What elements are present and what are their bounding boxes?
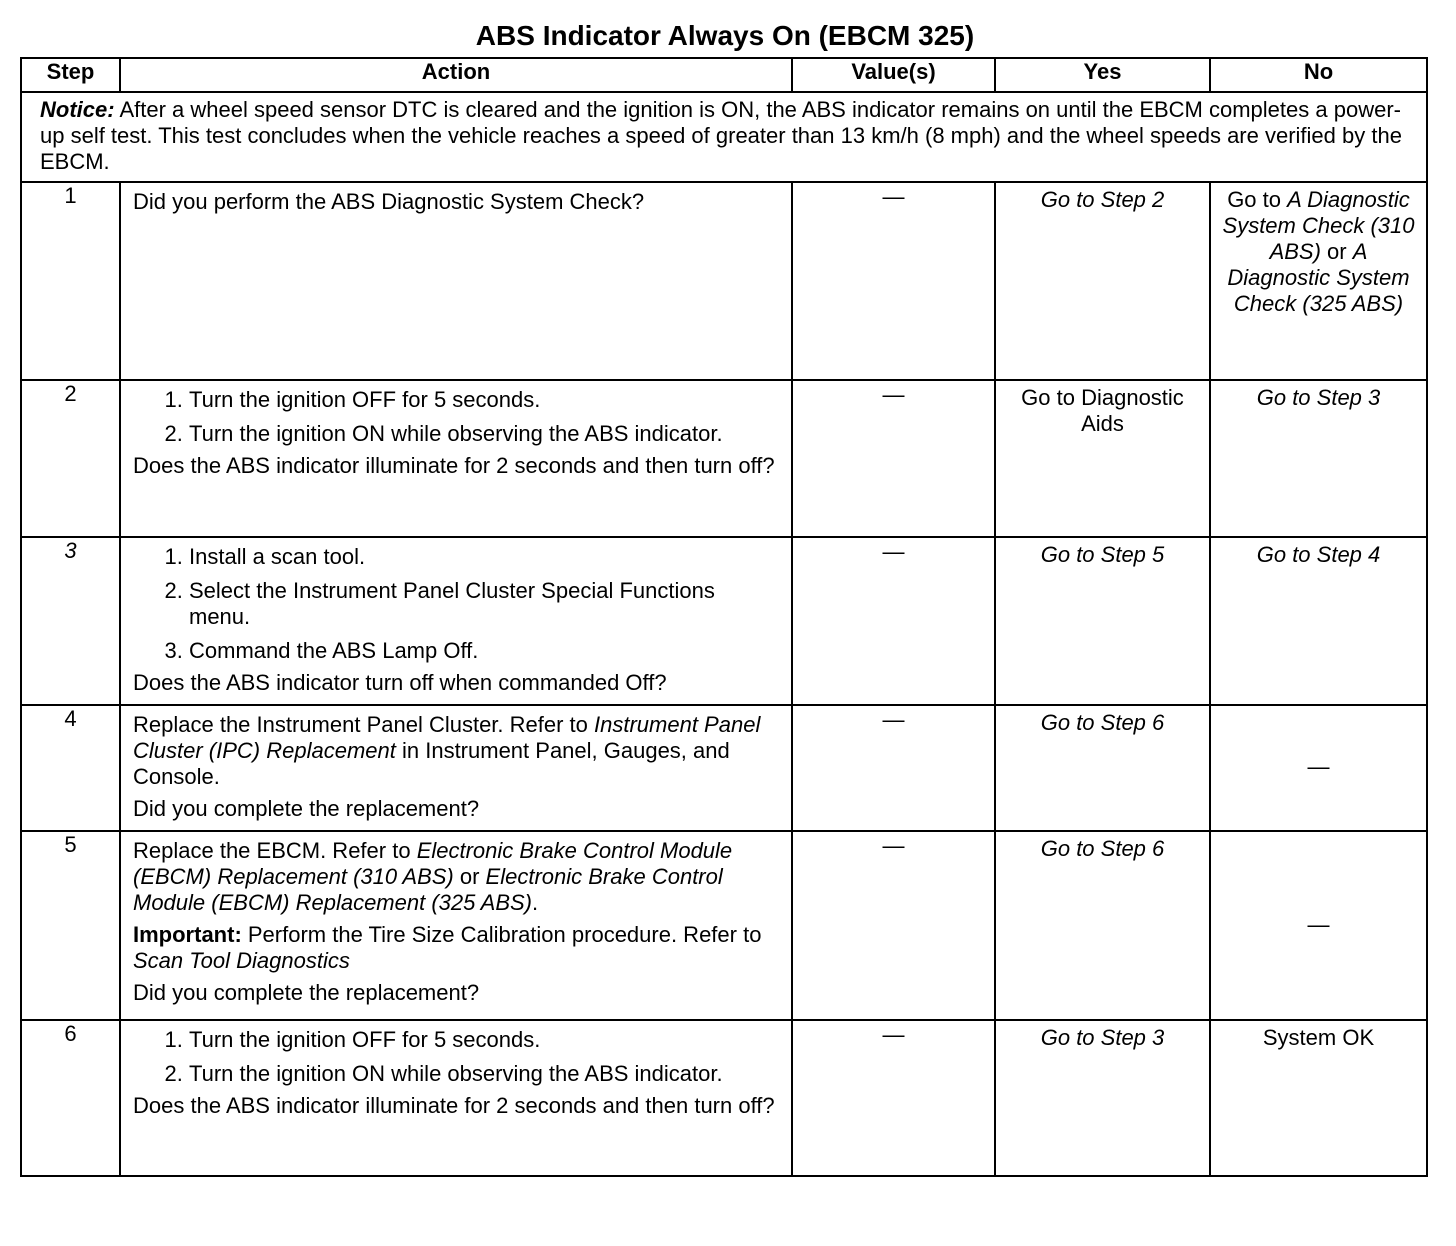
action-cell bbox=[120, 705, 792, 831]
notice-label: Notice: bbox=[40, 97, 115, 122]
no-link[interactable]: Go to Step 4 bbox=[1256, 542, 1381, 567]
yes-cell[interactable] bbox=[995, 1020, 1210, 1176]
step-number: 4 bbox=[21, 705, 120, 831]
no-cell[interactable] bbox=[1210, 380, 1427, 537]
value-cell: — bbox=[792, 831, 995, 1020]
no-link-325[interactable]: A Diagnostic System Check (325 ABS) bbox=[1227, 239, 1410, 316]
value-cell: — bbox=[792, 1020, 995, 1176]
action-list bbox=[133, 387, 781, 447]
yes-cell[interactable] bbox=[995, 831, 1210, 1020]
value-cell: — bbox=[792, 705, 995, 831]
step-number: 2 bbox=[21, 380, 120, 537]
page-title: ABS Indicator Always On (EBCM 325) bbox=[475, 20, 975, 51]
action-cell bbox=[120, 537, 792, 705]
action-question: Did you complete the replacement? bbox=[133, 980, 480, 1005]
notice-cell bbox=[21, 92, 1427, 182]
list-item: 1. Turn the ignition OFF for 5 seconds. bbox=[189, 387, 781, 413]
action-text-post: in Instrument Panel, Gauges, and Console. bbox=[133, 738, 730, 789]
no-cell[interactable] bbox=[1210, 537, 1427, 705]
table-row bbox=[21, 380, 1427, 537]
no-cell: — bbox=[1210, 831, 1427, 1020]
list-item: 1. Turn the ignition OFF for 5 seconds. bbox=[189, 1027, 781, 1053]
yes-link[interactable]: Go to Diagnostic Aids bbox=[1021, 385, 1184, 436]
step-number-text: 3 bbox=[64, 538, 77, 563]
step-number: 6 bbox=[21, 1020, 120, 1176]
action-list bbox=[133, 1027, 781, 1087]
header-action: Action bbox=[120, 58, 792, 92]
no-result: System OK bbox=[1262, 1025, 1375, 1050]
action-cell bbox=[120, 182, 792, 380]
action-text bbox=[133, 838, 781, 916]
action-cell bbox=[120, 831, 792, 1020]
table-row bbox=[21, 705, 1427, 831]
action-reference-325[interactable]: Electronic Brake Control Module (EBCM) Replacement (325 ABS) bbox=[133, 864, 723, 915]
no-mid: or bbox=[1320, 239, 1353, 264]
notice-text: After a wheel speed sensor DTC is cleared and the ignition is ON, the ABS indicator remains on until the EBCM completes a power-up self test. This test concludes when the vehicle reaches a speed of greater than 13 km/h (8 mph) and the wheel speeds are verified by the EBCM. bbox=[40, 97, 1402, 174]
yes-link[interactable]: Go to Step 6 bbox=[1040, 710, 1165, 735]
yes-cell[interactable] bbox=[995, 182, 1210, 380]
no-link[interactable]: Go to Step 3 bbox=[1256, 385, 1381, 410]
header-yes: Yes bbox=[995, 58, 1210, 92]
yes-cell[interactable] bbox=[995, 537, 1210, 705]
no-cell bbox=[1210, 1020, 1427, 1176]
list-item: 1. Install a scan tool. bbox=[189, 544, 781, 570]
diagnostic-table bbox=[20, 57, 1428, 1177]
table-row bbox=[21, 831, 1427, 1020]
important-note bbox=[133, 922, 781, 974]
list-item: 2. Turn the ignition ON while observing the ABS indicator. bbox=[189, 1061, 781, 1087]
yes-link[interactable]: Go to Step 2 bbox=[1040, 187, 1165, 212]
no-prefix: Go to bbox=[1227, 187, 1288, 212]
value-cell: — bbox=[792, 182, 995, 380]
notice-row bbox=[21, 92, 1427, 182]
action-question: Did you perform the ABS Diagnostic System Check? bbox=[133, 189, 645, 214]
header-row bbox=[21, 58, 1427, 92]
value-cell: — bbox=[792, 537, 995, 705]
yes-link[interactable]: Go to Step 6 bbox=[1040, 836, 1165, 861]
list-item: 2. Select the Instrument Panel Cluster Special Functions menu. bbox=[189, 578, 781, 630]
step-number bbox=[21, 537, 120, 705]
action-reference-310[interactable]: Electronic Brake Control Module (EBCM) Replacement (310 ABS) bbox=[133, 838, 733, 889]
no-link-310[interactable]: A Diagnostic System Check (310 ABS) bbox=[1222, 187, 1415, 264]
action-text-mid: or bbox=[453, 864, 486, 889]
no-cell: — bbox=[1210, 705, 1427, 831]
value-cell: — bbox=[792, 380, 995, 537]
yes-link[interactable]: Go to Step 5 bbox=[1040, 542, 1165, 567]
yes-link[interactable]: Go to Step 3 bbox=[1040, 1025, 1165, 1050]
action-text-post: . bbox=[532, 890, 539, 915]
action-text-pre: Replace the EBCM. Refer to bbox=[133, 838, 417, 863]
list-item: 2. Turn the ignition ON while observing the ABS indicator. bbox=[189, 421, 781, 447]
action-question: Does the ABS indicator illuminate for 2 seconds and then turn off? bbox=[133, 453, 775, 478]
step-number: 1 bbox=[21, 182, 120, 380]
action-cell bbox=[120, 380, 792, 537]
header-step: Step bbox=[21, 58, 120, 92]
table-row bbox=[21, 1020, 1427, 1176]
action-reference[interactable]: Instrument Panel Cluster (IPC) Replacement bbox=[133, 712, 761, 763]
action-cell bbox=[120, 1020, 792, 1176]
action-question: Does the ABS indicator illuminate for 2 seconds and then turn off? bbox=[133, 1093, 775, 1118]
yes-cell[interactable] bbox=[995, 705, 1210, 831]
list-item: 3. Command the ABS Lamp Off. bbox=[189, 638, 781, 664]
action-question: Did you complete the replacement? bbox=[133, 796, 480, 821]
action-text-pre: Replace the Instrument Panel Cluster. Refer to bbox=[133, 712, 595, 737]
action-text bbox=[133, 712, 781, 790]
action-list bbox=[133, 544, 781, 664]
important-reference[interactable]: Scan Tool Diagnostics bbox=[133, 948, 350, 973]
table-row bbox=[21, 182, 1427, 380]
yes-cell[interactable] bbox=[995, 380, 1210, 537]
header-values: Value(s) bbox=[792, 58, 995, 92]
no-cell[interactable] bbox=[1210, 182, 1427, 380]
header-no: No bbox=[1210, 58, 1427, 92]
step-number: 5 bbox=[21, 831, 120, 1020]
action-question: Does the ABS indicator turn off when commanded Off? bbox=[133, 670, 667, 695]
important-label: Important: bbox=[133, 922, 242, 947]
important-text: Perform the Tire Size Calibration procedure. Refer to bbox=[241, 922, 762, 947]
table-row bbox=[21, 537, 1427, 705]
